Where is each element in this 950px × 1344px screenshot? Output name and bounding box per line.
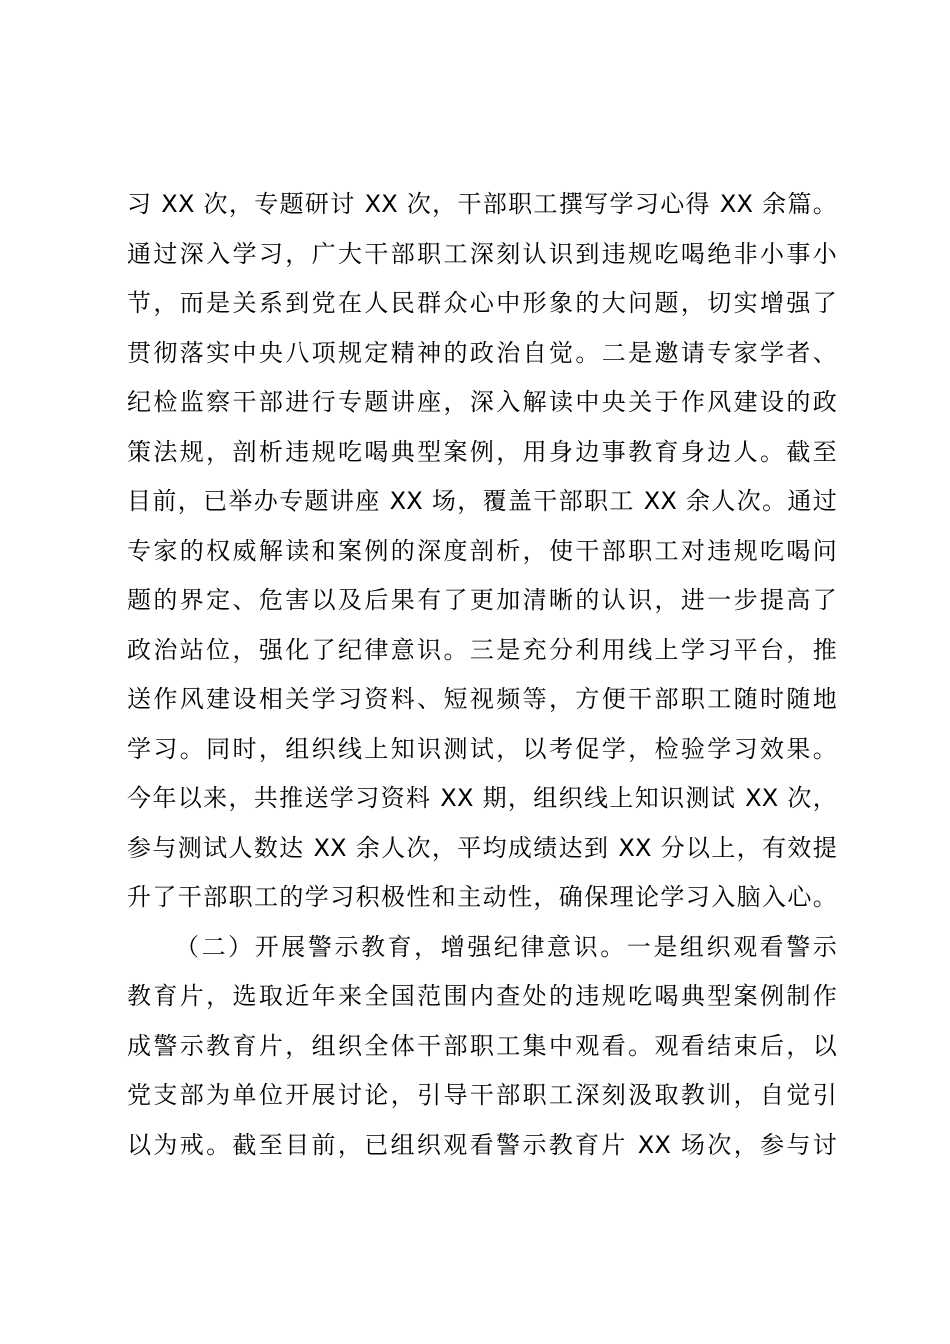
section-heading-line: （二）开展警示教育，增强纪律意识。一是组织观看警示	[175, 932, 837, 961]
text-line: 学习。同时，组织线上知识测试，以考促学，检验学习效果。	[127, 734, 837, 763]
text-line: 以为戒。截至目前，已组织观看警示教育片 XX 场次，参与讨	[127, 1130, 837, 1159]
text-line: 专家的权威解读和案例的深度剖析，使干部职工对违规吃喝问	[127, 536, 837, 565]
text-line: 升了干部职工的学习积极性和主动性，确保理论学习入脑入心。	[127, 883, 837, 911]
text-line: 贯彻落实中央八项规定精神的政治自觉。二是邀请专家学者、	[127, 338, 837, 367]
text-line: 参与测试人数达 XX 余人次，平均成绩达到 XX 分以上，有效提	[127, 833, 837, 862]
text-line: 题的界定、危害以及后果有了更加清晰的认识，进一步提高了	[127, 586, 837, 614]
text-line: 党支部为单位开展讨论，引导干部职工深刻汲取教训，自觉引	[127, 1081, 837, 1109]
text-line: 成警示教育片，组织全体干部职工集中观看。观看结束后，以	[127, 1031, 837, 1060]
text-line: 教育片，选取近年来全国范围内查处的违规吃喝典型案例制作	[127, 982, 837, 1010]
text-line: 节，而是关系到党在人民群众心中形象的大问题，切实增强了	[127, 289, 837, 317]
text-line: 策法规，剖析违规吃喝典型案例，用身边事教育身边人。截至	[127, 437, 837, 466]
body-text	[127, 180, 837, 1170]
text-line: 送作风建设相关学习资料、短视频等，方便干部职工随时随地	[127, 685, 837, 713]
text-line: 政治站位，强化了纪律意识。三是充分利用线上学习平台，推	[127, 635, 837, 664]
text-line: 目前，已举办专题讲座 XX 场，覆盖干部职工 XX 余人次。通过	[127, 487, 837, 515]
text-line: 纪检监察干部进行专题讲座，深入解读中央关于作风建设的政	[127, 388, 837, 416]
text-line: 今年以来，共推送学习资料 XX 期，组织线上知识测试 XX 次，	[127, 784, 837, 812]
text-line: 通过深入学习，广大干部职工深刻认识到违规吃喝绝非小事小	[127, 239, 837, 268]
text-line: 习 XX 次，专题研讨 XX 次，干部职工撰写学习心得 XX 余篇。	[127, 190, 837, 218]
